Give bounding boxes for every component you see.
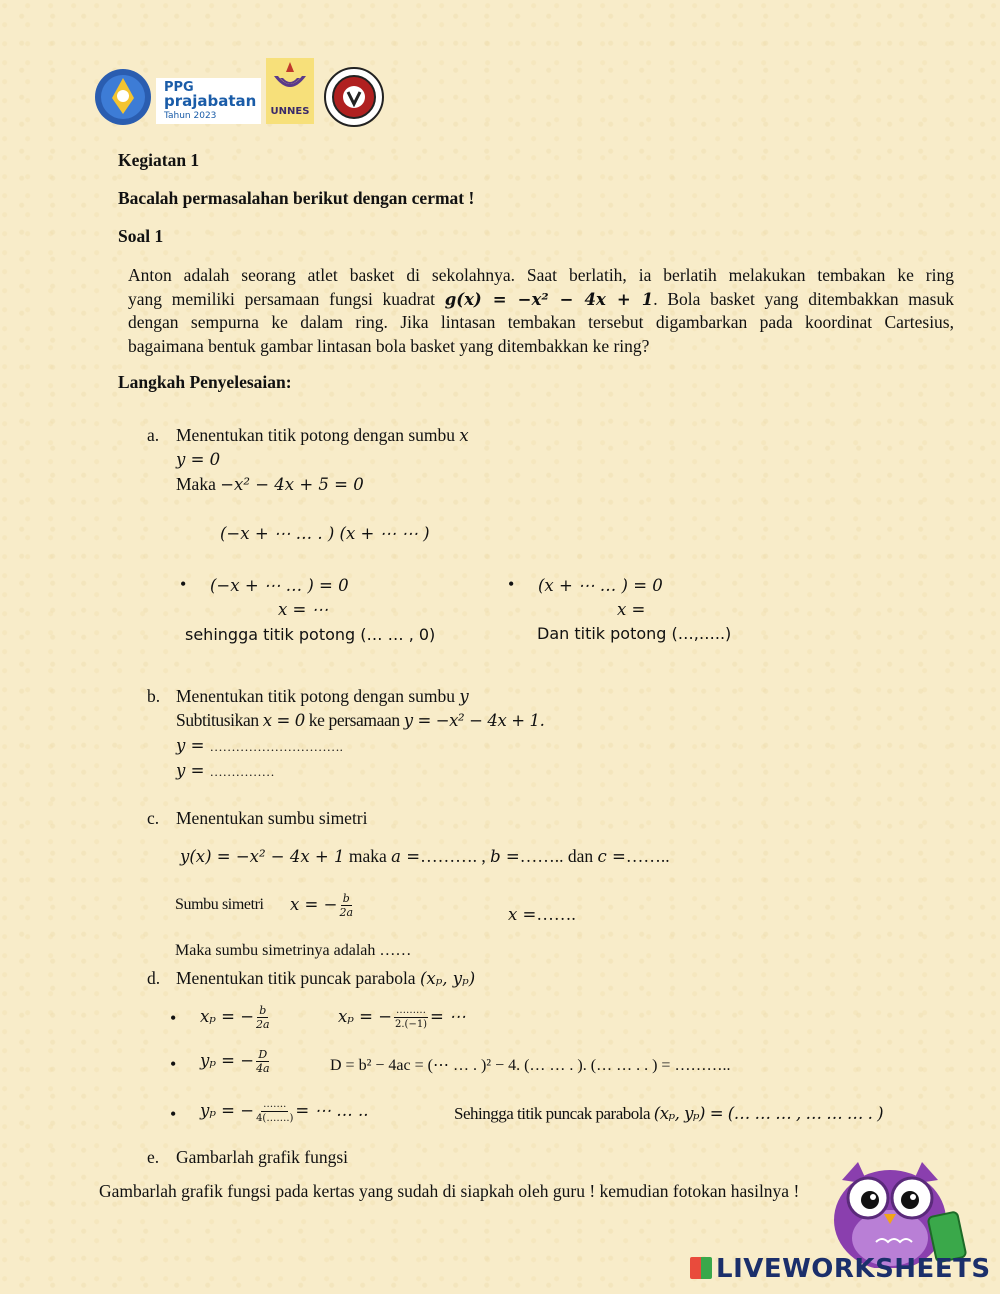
step-c-sumbu-label: Sumbu simetri (175, 896, 264, 913)
step-b-sub-text: Subtitusikan (176, 710, 263, 730)
peak-formula: (xₚ, yₚ) = (… … … , … … … . ) (653, 1104, 884, 1123)
step-a-equation (176, 474, 364, 495)
xp-fraction (256, 1004, 270, 1031)
step-c-sumbu-formula (290, 892, 355, 919)
step-b-title (176, 686, 469, 707)
step-b-substitution (176, 710, 544, 731)
step-a-maka: Maka (176, 474, 221, 494)
bullet-icon: • (170, 1104, 177, 1124)
step-b-function: y = −x² − 4x + 1. (403, 711, 545, 730)
xp2-lhs: xₚ = − (338, 1007, 393, 1026)
step-c-function: y(x) = −x² − 4x + 1 (180, 847, 345, 866)
instruction-text: Bacalah permasalahan berikut dengan cermat ! (118, 188, 475, 208)
footer-instruction: Gambarlah grafik fungsi pada kertas yang sudah di siapkah oleh guru ! kemudian fotokan hasilnya ! (99, 1181, 800, 1201)
frac-denominator: 4a (256, 1062, 270, 1075)
step-a-title-text: Menentukan titik potong dengan sumbu (176, 425, 460, 445)
step-a-right-x: x = (617, 600, 646, 619)
problem-line-4: bagaimana bentuk gambar lintasan bola basket yang ditembakkan ke ring? (128, 335, 650, 356)
step-b-y-label-2: y = (176, 761, 210, 780)
step-b-blank-2: …………… (209, 764, 275, 779)
step-a-title (176, 425, 469, 446)
yp-fraction (256, 1048, 270, 1075)
step-c-letter: c. (147, 808, 160, 828)
step-d-xp-computation (338, 1004, 466, 1031)
step-b-y-line-1 (176, 736, 343, 756)
brand-name: LIVEWORKSHEETS (716, 1254, 991, 1284)
step-c-title: Menentukan sumbu simetri (176, 808, 368, 828)
xp2-fraction (394, 1004, 428, 1031)
step-c-b-label: b = (490, 847, 520, 866)
brand-icon (690, 1257, 712, 1279)
step-d-yp-formula (200, 1048, 272, 1075)
bullet-icon: • (170, 1054, 177, 1074)
step-b-letter: b. (147, 686, 161, 706)
step-b-blank-1: …………………………. (209, 739, 343, 754)
step-d-peak-var: (xₚ, yₚ) (419, 969, 476, 988)
problem-line-2-text: yang memiliki persamaan fungsi kuadrat (128, 288, 445, 309)
frac-numerator: b (342, 892, 350, 905)
step-d-title (176, 968, 475, 989)
problem-line-2-end: . Bola basket yang ditembakkan masuk (653, 288, 954, 309)
xp-lhs: xₚ = − (200, 1007, 255, 1026)
step-c-b-blank: …….. dan (519, 846, 598, 866)
yp2-lhs: yₚ = − (200, 1101, 255, 1120)
step-d-title-text: Menentukan titik puncak parabola (176, 968, 420, 988)
problem-paragraph (128, 264, 954, 358)
step-a-factorization: (−x + ⋯ … . ) (x + ⋯ ⋯ ) (220, 524, 430, 543)
step-c-x-blank: ……. (536, 904, 576, 924)
step-b-x-zero: x = 0 (262, 711, 305, 730)
step-b-title-text: Menentukan titik potong dengan sumbu (176, 686, 460, 706)
problem-line-2 (128, 288, 954, 312)
step-c-c-label: c = (597, 847, 626, 866)
liveworksheets-brand[interactable] (690, 1254, 991, 1284)
yp2-rhs: = ⋯ … .. (295, 1101, 369, 1120)
step-a-y-zero: y = 0 (176, 450, 221, 469)
step-b-ke-persamaan: ke persamaan (304, 710, 404, 730)
step-a-letter: a. (147, 425, 160, 445)
owl-mascot-icon (828, 1158, 978, 1268)
soal-label: Soal 1 (118, 226, 164, 246)
school-seal-logo (323, 66, 385, 128)
step-c-maka: maka (344, 846, 392, 866)
step-d-yp-computation (200, 1098, 368, 1125)
step-c-x-result (508, 904, 576, 925)
step-b-var: y (459, 687, 469, 706)
step-d-peak-result (454, 1104, 883, 1124)
step-c-sumbu-lhs: x = − (290, 895, 338, 914)
step-a-left-x: x = ⋯ (278, 600, 329, 619)
yp-lhs: yₚ = − (200, 1051, 255, 1070)
step-d-letter: d. (147, 968, 161, 988)
problem-line-3: dengan sempurna ke dalam ring. Jika lintasan tembakan tersebut digambarkan pada koordinat Cartesius, (128, 312, 954, 332)
ppg-logo-text: PPG (164, 80, 194, 95)
step-a-quadratic: −x² − 4x + 5 = 0 (220, 475, 364, 494)
step-a-right-result: Dan titik potong (…,…..) (537, 624, 732, 643)
step-a-left-result: sehingga titik potong (… … , 0) (185, 625, 436, 644)
step-c-x-label: x = (508, 905, 537, 924)
step-b-y-line-2 (176, 761, 275, 781)
step-c-fraction (339, 892, 353, 919)
frac-denominator: 2a (256, 1018, 270, 1031)
frac-numerator: D (258, 1048, 268, 1061)
prajabatan-logo-text: prajabatan (164, 92, 257, 110)
step-c-c-blank: …….. (625, 846, 670, 866)
step-c-conclusion: Maka sumbu simetrinya adalah …… (175, 942, 412, 959)
step-a-var: x (459, 426, 469, 445)
frac-denominator: 4(…….) (256, 1113, 294, 1124)
activity-title: Kegiatan 1 (118, 150, 200, 170)
bullet-icon: • (170, 1008, 177, 1028)
step-a-right-equation: (x + ⋯ … ) = 0 (538, 576, 663, 595)
tut-wuri-handayani-logo (94, 68, 152, 126)
step-c-a-label: a = (391, 847, 421, 866)
step-e-letter: e. (147, 1147, 160, 1167)
problem-function: g(x) = −x² − 4x + 1 (444, 289, 654, 309)
yp2-fraction (256, 1098, 293, 1125)
frac-numerator: ……. (263, 1099, 287, 1110)
ppg-year-text: Tahun 2023 (164, 111, 217, 121)
unnes-logo-text: UNNES (270, 106, 310, 117)
step-a-left-equation: (−x + ⋯ … ) = 0 (210, 576, 349, 595)
peak-text: Sehingga titik puncak parabola (454, 1104, 654, 1123)
frac-denominator: 2a (339, 906, 354, 919)
frac-numerator: b (259, 1004, 267, 1017)
bullet-icon: • (508, 574, 515, 594)
step-b-y-label-1: y = (176, 736, 210, 755)
step-c-a-blank: ………. , (420, 846, 491, 866)
unnes-logo (266, 58, 314, 124)
frac-denominator: 2.(−1) (395, 1019, 428, 1030)
step-d-xp-formula (200, 1004, 272, 1031)
step-e-title: Gambarlah grafik fungsi (176, 1147, 349, 1167)
bullet-icon: • (180, 574, 187, 594)
step-d-discriminant: D = b² − 4ac = (⋯ … . )² − 4. (… … . ). (… … . . ) = ……….. (330, 1057, 731, 1074)
ppg-prajabatan-logo (156, 78, 261, 124)
frac-numerator: ……… (396, 1005, 427, 1016)
problem-line-1: Anton adalah seorang atlet basket di sekolahnya. Saat berlatih, ia berlatih melakukan tembakan ke ring (128, 265, 954, 285)
xp2-rhs: = ⋯ (430, 1007, 466, 1026)
step-c-coefficients (180, 846, 670, 867)
steps-label: Langkah Penyelesaian: (118, 372, 292, 392)
